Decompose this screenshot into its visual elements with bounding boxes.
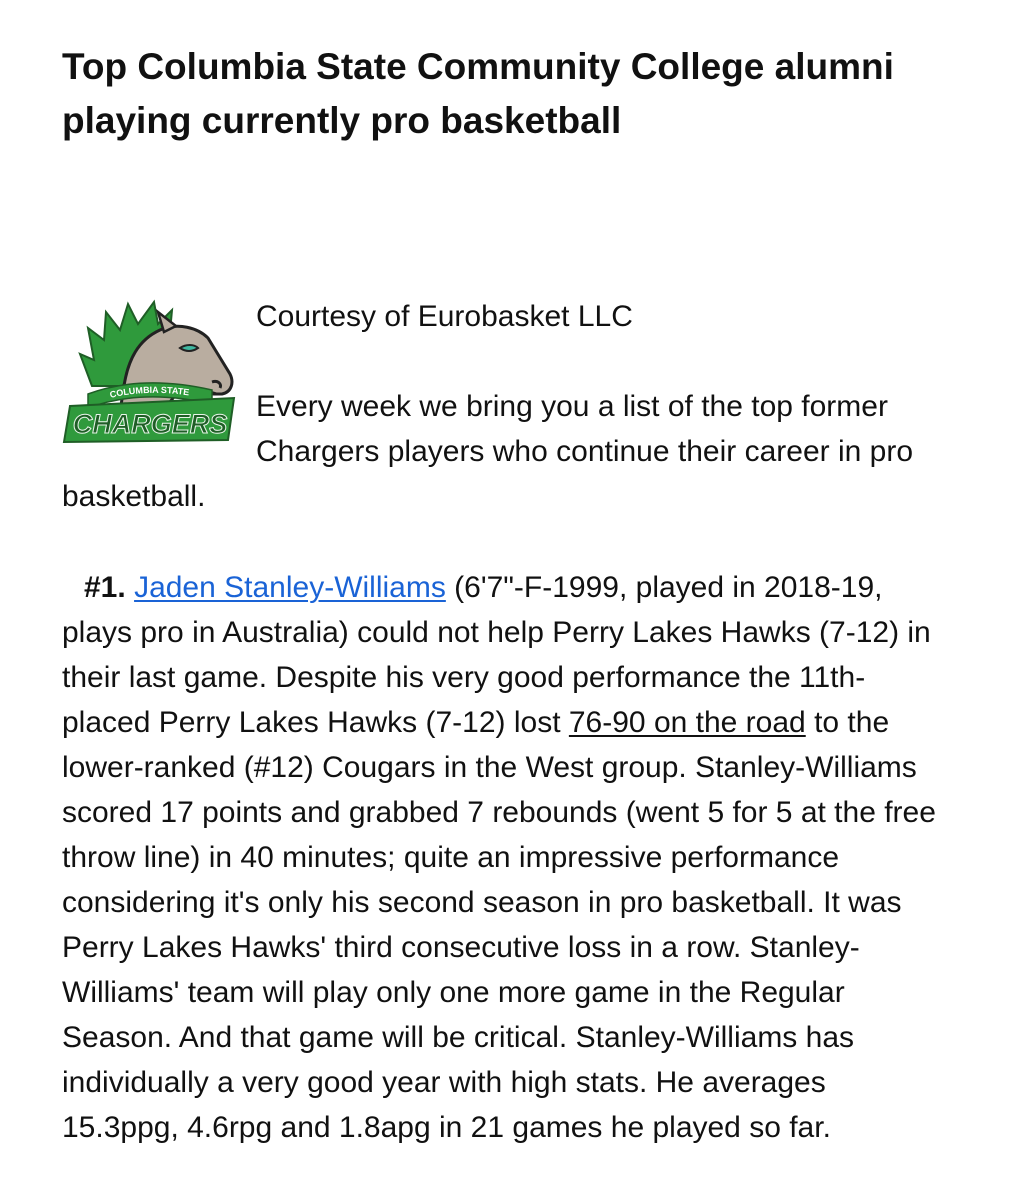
- article-title: Top Columbia State Community College alumni playing currently pro basketball: [62, 46, 894, 141]
- player-name-link[interactable]: Jaden Stanley-Williams: [134, 571, 446, 604]
- intro-paragraph: Every week we bring you a list of the top former Chargers players who continue their career in pro basketball.: [62, 390, 913, 513]
- player-entry: [62, 565, 942, 1150]
- player-text-part-2: to the lower-ranked (#12) Cougars in the West group. Stanley-Williams scored 17 points and grabbed 7 rebounds (went 5 for 5 at the free throw line) in 40 minutes; quite an impressive performance considering it's only his second season in pro basketball. It was Perry Lakes Hawks' third consecutive loss in a row. Stanley-Williams' team will play only one more game in the Regular Season. And that game will be critical. Stanley-Williams has individually a very good year with high stats. He averages 15.3ppg, 4.6rpg and 1.8apg in 21 games he played so far.: [62, 706, 936, 1144]
- player-text-part-1: (6'7"-F-1999, played in 2018-19, plays pro in Australia) could not help Perry Lakes Hawks (7-12) in their last game. Despite his very good performance the 11th-placed Perry Lakes Hawks (7-12) lost: [62, 571, 931, 739]
- horse-eye-shape: [180, 345, 198, 351]
- courtesy-line: Courtesy of Eurobasket LLC: [256, 300, 633, 333]
- logo-arc-text: COLUMBIA STATE: [108, 384, 190, 400]
- player-rank: #1.: [84, 571, 126, 604]
- logo-wordmark: CHARGERS: [72, 409, 228, 439]
- chargers-logo: [62, 294, 238, 444]
- intro-section: [62, 294, 952, 519]
- game-score-link[interactable]: 76-90 on the road: [568, 706, 806, 739]
